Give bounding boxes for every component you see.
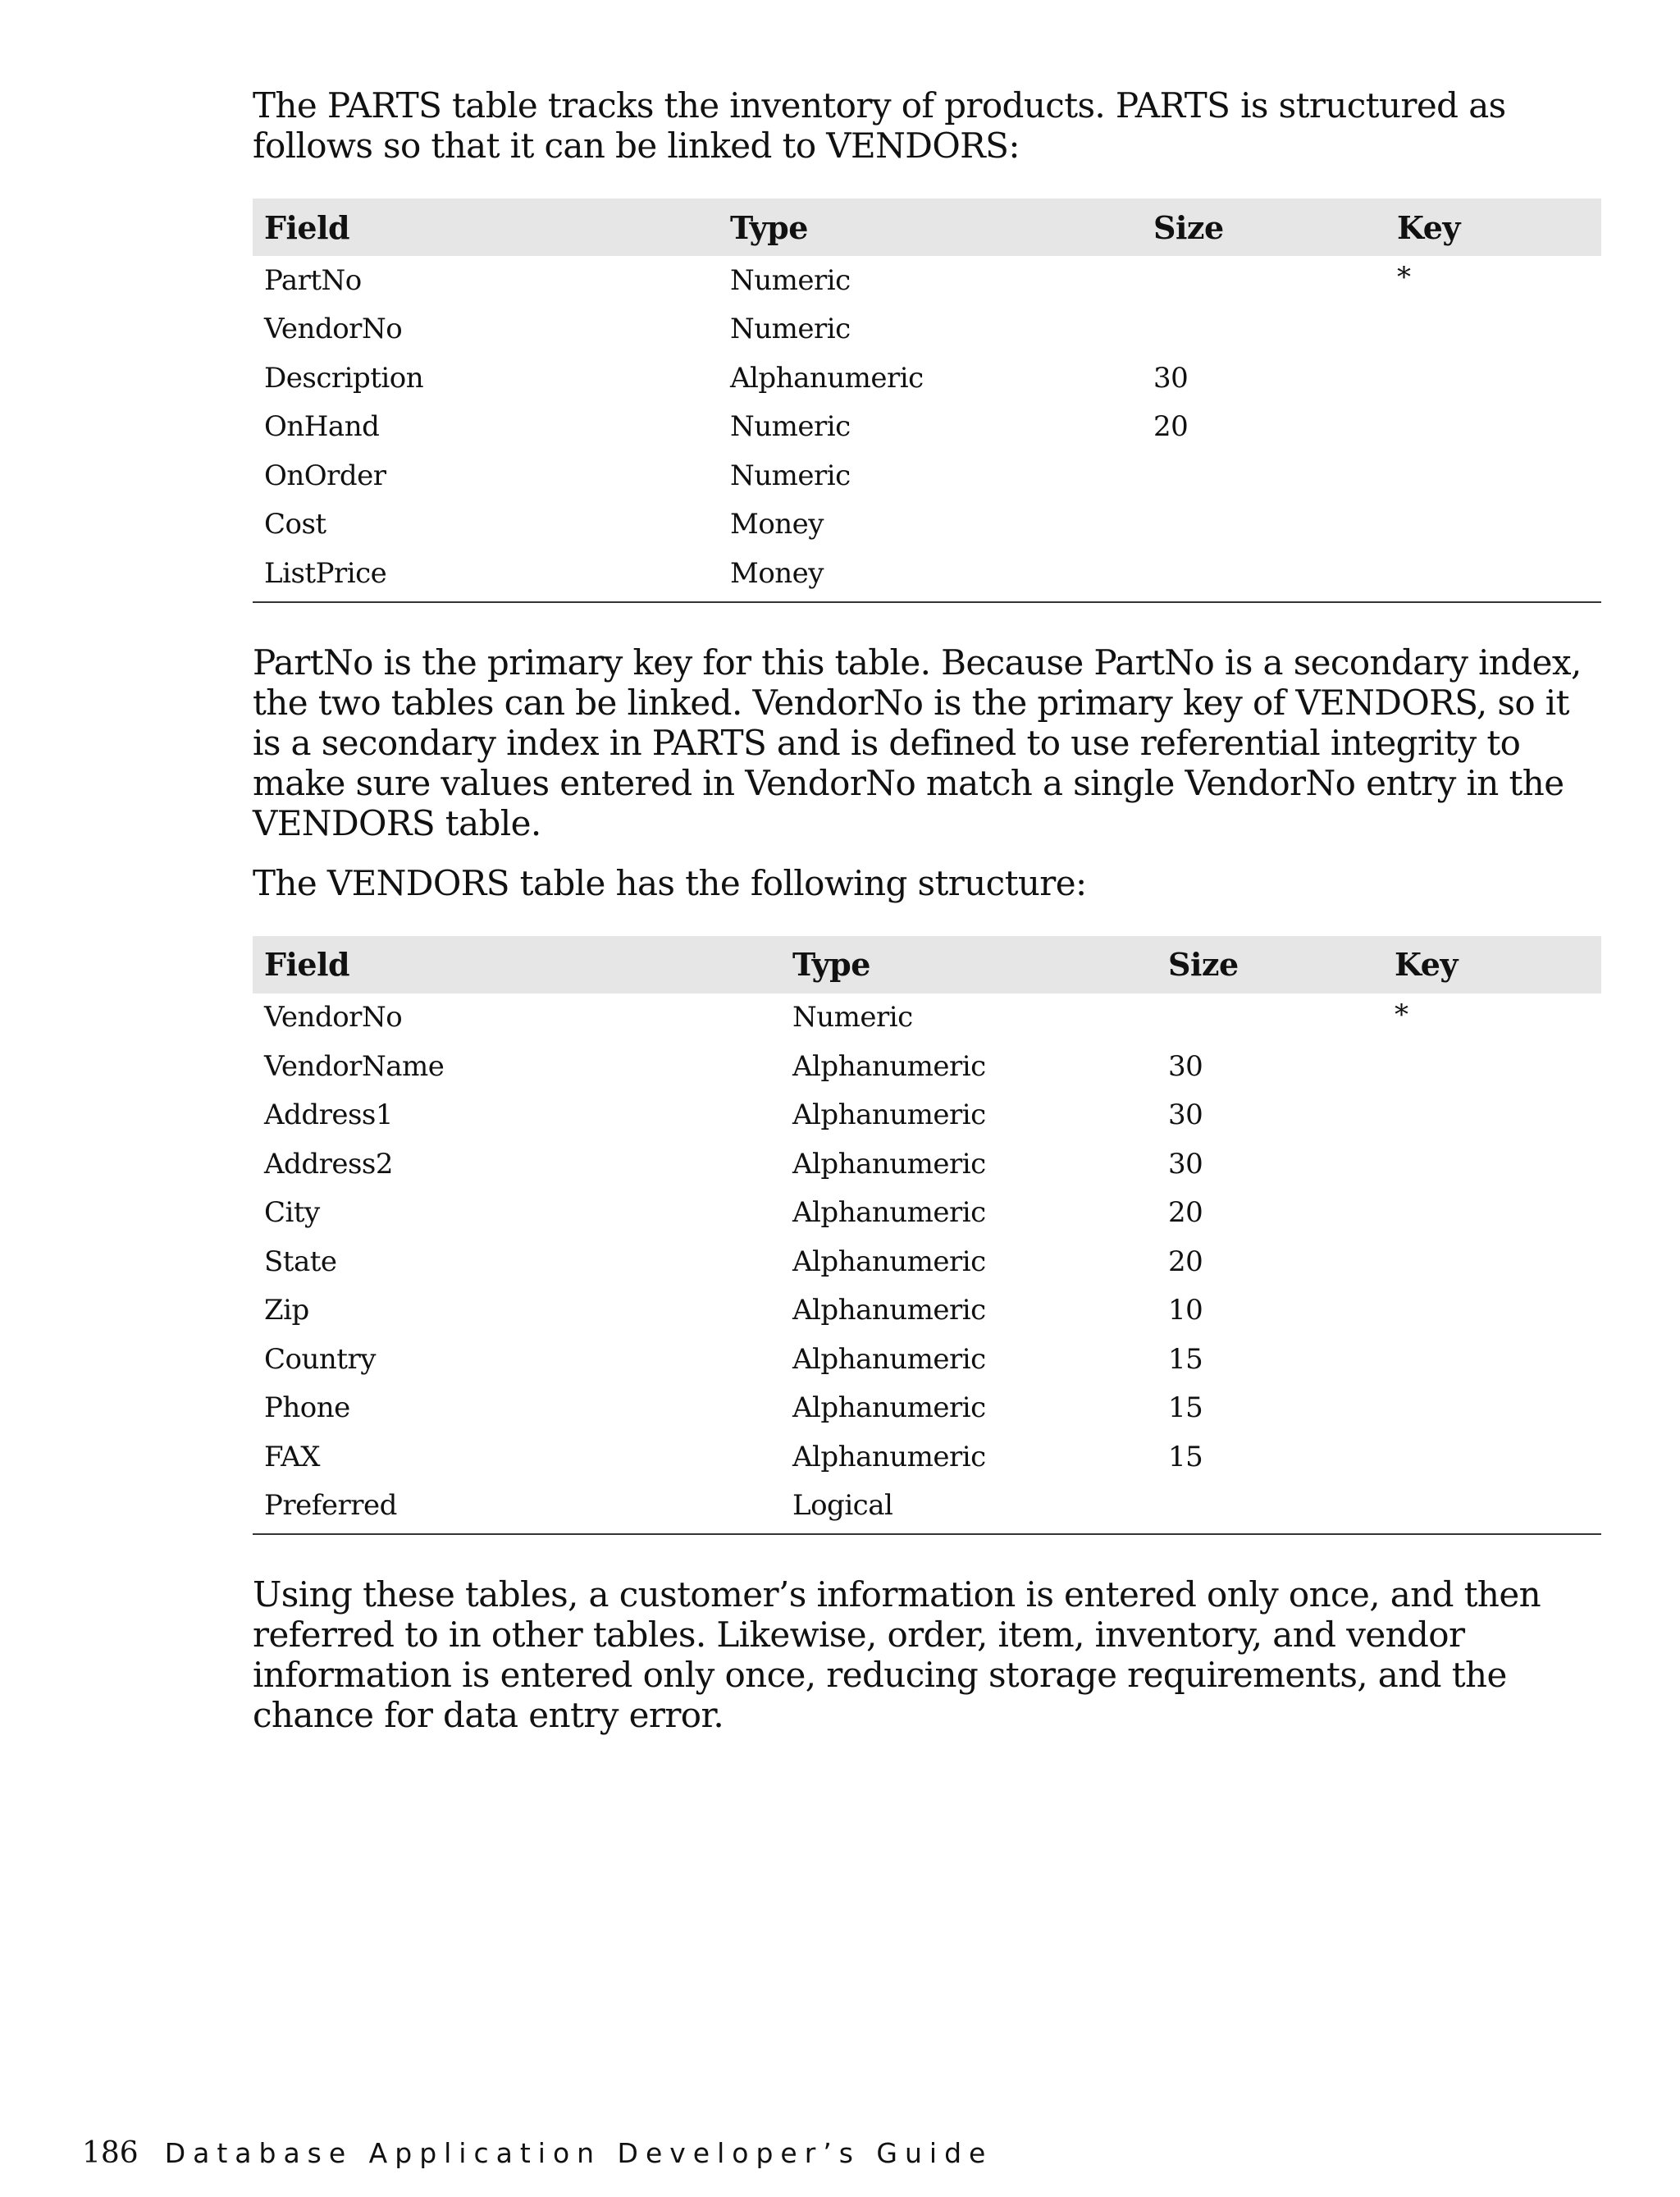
- parts-header-type: Type: [719, 199, 1142, 256]
- table-row: [253, 500, 1601, 550]
- parts-size-cell: [1142, 500, 1386, 550]
- parts-type-cell: Numeric: [730, 459, 851, 492]
- vendors-header-key: Key: [1383, 936, 1601, 993]
- parts-key-cell: [1386, 305, 1601, 354]
- vendors-field-cell: Country: [264, 1342, 376, 1376]
- vendors-field-cell: Address1: [264, 1098, 393, 1132]
- parts-key-cell: [1386, 354, 1601, 403]
- vendors-key-cell: [1383, 1091, 1601, 1140]
- table-row: [253, 1482, 1601, 1535]
- guide-title: Database Application Developer’s Guide: [164, 2137, 993, 2169]
- vendors-field-cell: Preferred: [264, 1489, 397, 1523]
- vendors-field-cell: City: [264, 1196, 320, 1230]
- vendors-size-cell: 20: [1168, 1196, 1203, 1230]
- parts-explanation-paragraph: PartNo is the primary key for this table. Because PartNo is a secondary index, the two tables can be linked. VendorNo is the primary key of VENDORS, so it is a secondary index in PARTS and is defined to use referential integrity to make sure values entered in VendorNo match a single VendorNo entry in the VENDORS table.: [253, 642, 1582, 843]
- vendors-size-cell: 15: [1168, 1391, 1203, 1425]
- parts-key-cell: *: [1397, 261, 1411, 294]
- vendors-header-size: Size: [1157, 936, 1383, 993]
- table-row: [253, 1140, 1601, 1189]
- vendors-size-cell: 30: [1168, 1147, 1203, 1181]
- vendors-size-cell: [1157, 993, 1383, 1043]
- vendors-table-header-row: [253, 936, 1601, 993]
- vendors-key-cell: [1383, 1335, 1601, 1384]
- parts-table-header-row: [253, 199, 1601, 256]
- vendors-field-cell: VendorNo: [264, 1001, 403, 1035]
- vendors-field-cell: Zip: [264, 1294, 309, 1327]
- table-row: [253, 1432, 1601, 1482]
- vendors-key-cell: [1383, 1042, 1601, 1091]
- vendors-field-cell: FAX: [264, 1440, 320, 1473]
- vendors-type-cell: Alphanumeric: [792, 1196, 986, 1230]
- table-row: [253, 305, 1601, 354]
- table-row: [253, 1042, 1601, 1091]
- intro-paragraph: The PARTS table tracks the inventory of products. PARTS is structured as follows so that it can be linked to VENDORS:: [253, 85, 1506, 166]
- parts-table: [253, 199, 1601, 603]
- vendors-key-cell: [1383, 1237, 1601, 1286]
- table-row: [253, 1384, 1601, 1433]
- vendors-key-cell: [1383, 1140, 1601, 1189]
- vendors-size-cell: 10: [1168, 1294, 1203, 1327]
- vendors-key-cell: [1383, 1286, 1601, 1336]
- vendors-field-cell: State: [264, 1245, 337, 1278]
- vendors-key-cell: *: [1395, 998, 1408, 1031]
- vendors-size-cell: 15: [1168, 1440, 1203, 1473]
- parts-type-cell: Numeric: [730, 410, 851, 444]
- parts-header-size: Size: [1142, 199, 1386, 256]
- parts-field-cell: OnOrder: [264, 459, 386, 492]
- page-footer: [82, 2136, 993, 2170]
- vendors-size-cell: 20: [1168, 1245, 1203, 1278]
- parts-size-cell: [1142, 256, 1386, 305]
- conclusion-paragraph: Using these tables, a customer’s information is entered only once, and then referred to in other tables. Likewise, order, item, inventory, and vendor information is entered only once, reducing storage requirements, and the chance for data entry error.: [253, 1574, 1541, 1735]
- vendors-size-cell: 30: [1168, 1098, 1203, 1132]
- parts-size-cell: [1142, 451, 1386, 500]
- parts-type-cell: Alphanumeric: [730, 361, 924, 395]
- vendors-type-cell: Alphanumeric: [792, 1049, 986, 1083]
- parts-type-cell: Numeric: [730, 313, 851, 346]
- vendors-type-cell: Numeric: [792, 1001, 913, 1035]
- table-row: [253, 1237, 1601, 1286]
- parts-type-cell: Money: [730, 508, 824, 541]
- parts-key-cell: [1386, 451, 1601, 500]
- parts-header-key: Key: [1386, 199, 1601, 256]
- table-row: [253, 403, 1601, 452]
- vendors-key-cell: [1383, 1482, 1601, 1535]
- parts-header-field: Field: [253, 199, 719, 256]
- table-row: [253, 451, 1601, 500]
- vendors-field-cell: Address2: [264, 1147, 393, 1181]
- parts-key-cell: [1386, 500, 1601, 550]
- table-row: [253, 1091, 1601, 1140]
- vendors-type-cell: Alphanumeric: [792, 1245, 986, 1278]
- parts-type-cell: Numeric: [730, 263, 851, 297]
- table-row: [253, 1335, 1601, 1384]
- vendors-key-cell: [1383, 1189, 1601, 1238]
- vendors-size-cell: [1157, 1482, 1383, 1535]
- parts-size-cell: [1142, 549, 1386, 602]
- vendors-size-cell: 30: [1168, 1049, 1203, 1083]
- vendors-header-type: Type: [781, 936, 1157, 993]
- parts-type-cell: Money: [730, 556, 824, 590]
- parts-size-cell: 20: [1153, 410, 1189, 444]
- vendors-key-cell: [1383, 1384, 1601, 1433]
- table-row: [253, 1286, 1601, 1336]
- parts-size-cell: 30: [1153, 361, 1189, 395]
- parts-key-cell: [1386, 403, 1601, 452]
- vendors-field-cell: VendorName: [264, 1049, 445, 1083]
- table-row: [253, 1189, 1601, 1238]
- parts-field-cell: PartNo: [264, 263, 362, 297]
- vendors-table: [253, 936, 1601, 1536]
- table-row: [253, 256, 1601, 305]
- page-content: [253, 85, 1601, 1735]
- parts-field-cell: Description: [264, 361, 424, 395]
- vendors-type-cell: Alphanumeric: [792, 1294, 986, 1327]
- vendors-type-cell: Alphanumeric: [792, 1098, 986, 1132]
- vendors-key-cell: [1383, 1432, 1601, 1482]
- table-row: [253, 993, 1601, 1043]
- parts-field-cell: Cost: [264, 508, 326, 541]
- vendors-size-cell: 15: [1168, 1342, 1203, 1376]
- table-row: [253, 549, 1601, 602]
- vendors-type-cell: Alphanumeric: [792, 1147, 986, 1181]
- vendors-intro-paragraph: The VENDORS table has the following structure:: [253, 862, 1087, 903]
- parts-field-cell: ListPrice: [264, 556, 387, 590]
- vendors-type-cell: Alphanumeric: [792, 1342, 986, 1376]
- vendors-header-field: Field: [253, 936, 781, 993]
- parts-field-cell: OnHand: [264, 410, 380, 444]
- vendors-type-cell: Alphanumeric: [792, 1391, 986, 1425]
- parts-field-cell: VendorNo: [264, 313, 403, 346]
- parts-size-cell: [1142, 305, 1386, 354]
- vendors-field-cell: Phone: [264, 1391, 350, 1425]
- parts-key-cell: [1386, 549, 1601, 602]
- vendors-type-cell: Logical: [792, 1489, 893, 1523]
- page-number: 186: [82, 2136, 139, 2170]
- vendors-type-cell: Alphanumeric: [792, 1440, 986, 1473]
- table-row: [253, 354, 1601, 403]
